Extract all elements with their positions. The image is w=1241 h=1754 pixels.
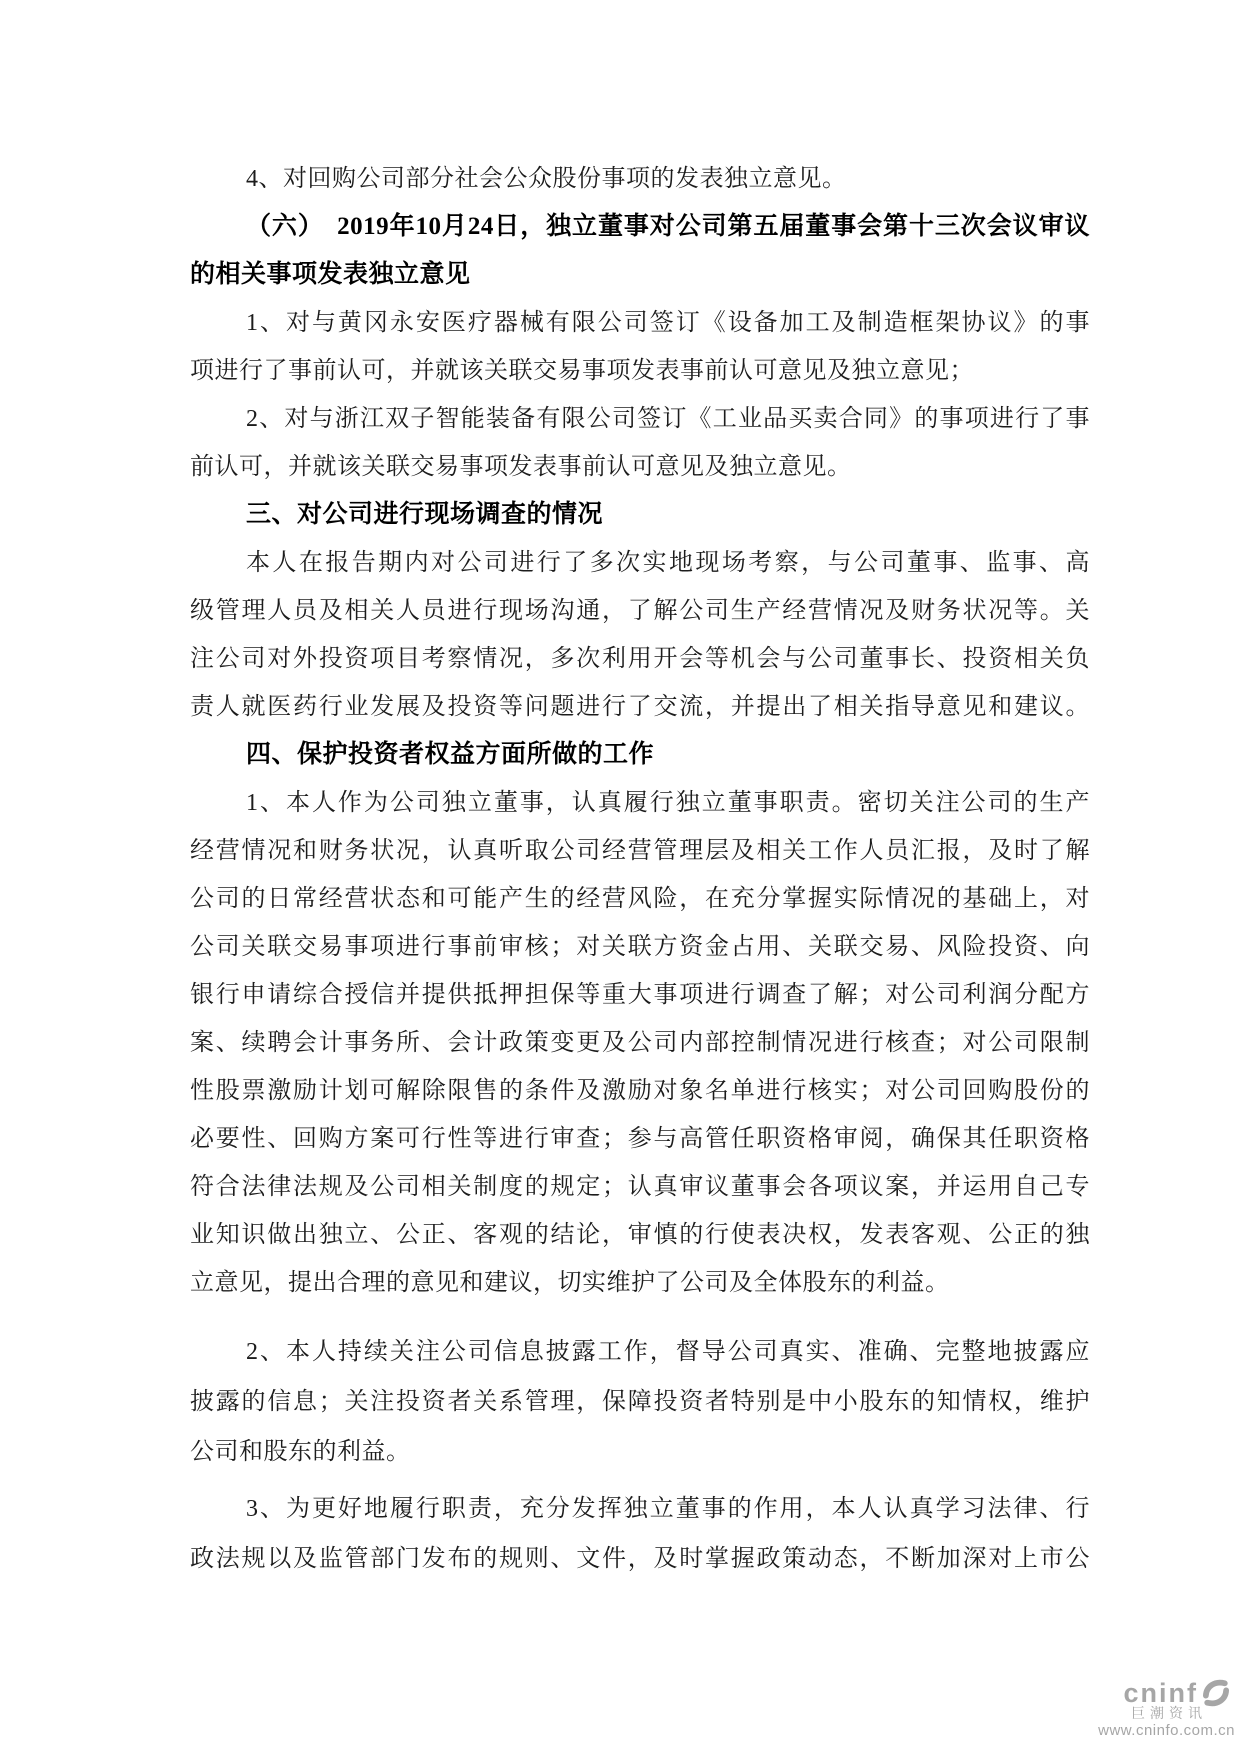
text-line: 三、对公司进行现场调查的情况 [246,501,604,528]
text-line: 性股票激励计划可解除限售的条件及激励对象名单进行核实；对公司回购股份的 [190,1078,1090,1104]
cninfo-logo [1098,1678,1231,1708]
text-line: 符合法律法规及公司相关制度的规定；认真审议董事会各项议案，并运用自己专 [190,1174,1090,1200]
text-line: 本人在报告期内对公司进行了多次实地现场考察，与公司董事、监事、高 [246,550,1090,576]
text-line: 业知识做出独立、公正、客观的结论，审慎的行使表决权，发表客观、公正的独 [190,1222,1090,1248]
cninfo-chinese-name: 巨潮资讯 [1131,1705,1207,1721]
text-line: 注公司对外投资项目考察情况，多次利用开会等机会与公司董事长、投资相关负 [190,646,1090,672]
text-line: 2、对与浙江双子智能装备有限公司签订《工业品买卖合同》的事项进行了事 [246,406,1090,432]
text-line: 的相关事项发表独立意见 [190,261,471,288]
text-line: 公司关联交易事项进行事前审核；对关联方资金占用、关联交易、风险投资、向 [190,934,1090,960]
cninfo-wordmark: cninf [1123,1678,1198,1708]
text-line: 2、本人持续关注公司信息披露工作，督导公司真实、准确、完整地披露应 [246,1339,1090,1365]
text-line: 前认可，并就该关联交易事项发表事前认可意见及独立意见。 [190,454,852,480]
cninfo-watermark [1098,1678,1235,1740]
cninfo-url: www.cninfo.com.cn [1098,1722,1235,1739]
text-line: 公司的日常经营状态和可能产生的经营风险，在充分掌握实际情况的基础上，对 [190,886,1090,912]
text-line: 责人就医药行业发展及投资等问题进行了交流，并提出了相关指导意见和建议。 [190,694,1090,720]
text-line: 级管理人员及相关人员进行现场沟通，了解公司生产经营情况及财务状况等。关 [190,598,1090,624]
text-line: 项进行了事前认可，并就该关联交易事项发表事前认可意见及独立意见； [190,358,974,384]
text-line: 公司和股东的利益。 [190,1439,411,1465]
text-line: 银行申请综合授信并提供抵押担保等重大事项进行调查了解；对公司利润分配方 [190,982,1090,1008]
text-line: 披露的信息；关注投资者关系管理，保障投资者特别是中小股东的知情权，维护 [190,1389,1090,1415]
text-line: 1、对与黄冈永安医疗器械有限公司签订《设备加工及制造框架协议》的事 [246,310,1090,336]
text-line: 必要性、回购方案可行性等进行审查；参与高管任职资格审阅，确保其任职资格 [190,1126,1090,1152]
text-line: 4、对回购公司部分社会公众股份事项的发表独立意见。 [246,166,847,192]
text-line: （六） 2019年10月24日，独立董事对公司第五届董事会第十三次会议审议 [246,213,1090,240]
cninfo-swoosh-icon [1201,1678,1231,1708]
document-body [190,155,1090,1584]
text-line: 案、续聘会计事务所、会计政策变更及公司内部控制情况进行核查；对公司限制 [190,1030,1090,1056]
text-line: 1、本人作为公司独立董事，认真履行独立董事职责。密切关注公司的生产 [246,790,1090,816]
text-line: 四、保护投资者权益方面所做的工作 [246,741,655,768]
text-line: 3、为更好地履行职责，充分发挥独立董事的作用，本人认真学习法律、行 [246,1496,1090,1522]
text-line: 经营情况和财务状况，认真听取公司经营管理层及相关工作人员汇报，及时了解 [190,838,1090,864]
text-line: 立意见，提出合理的意见和建议，切实维护了公司及全体股东的利益。 [190,1270,950,1296]
text-line: 政法规以及监管部门发布的规则、文件，及时掌握政策动态，不断加深对上市公 [190,1546,1090,1572]
